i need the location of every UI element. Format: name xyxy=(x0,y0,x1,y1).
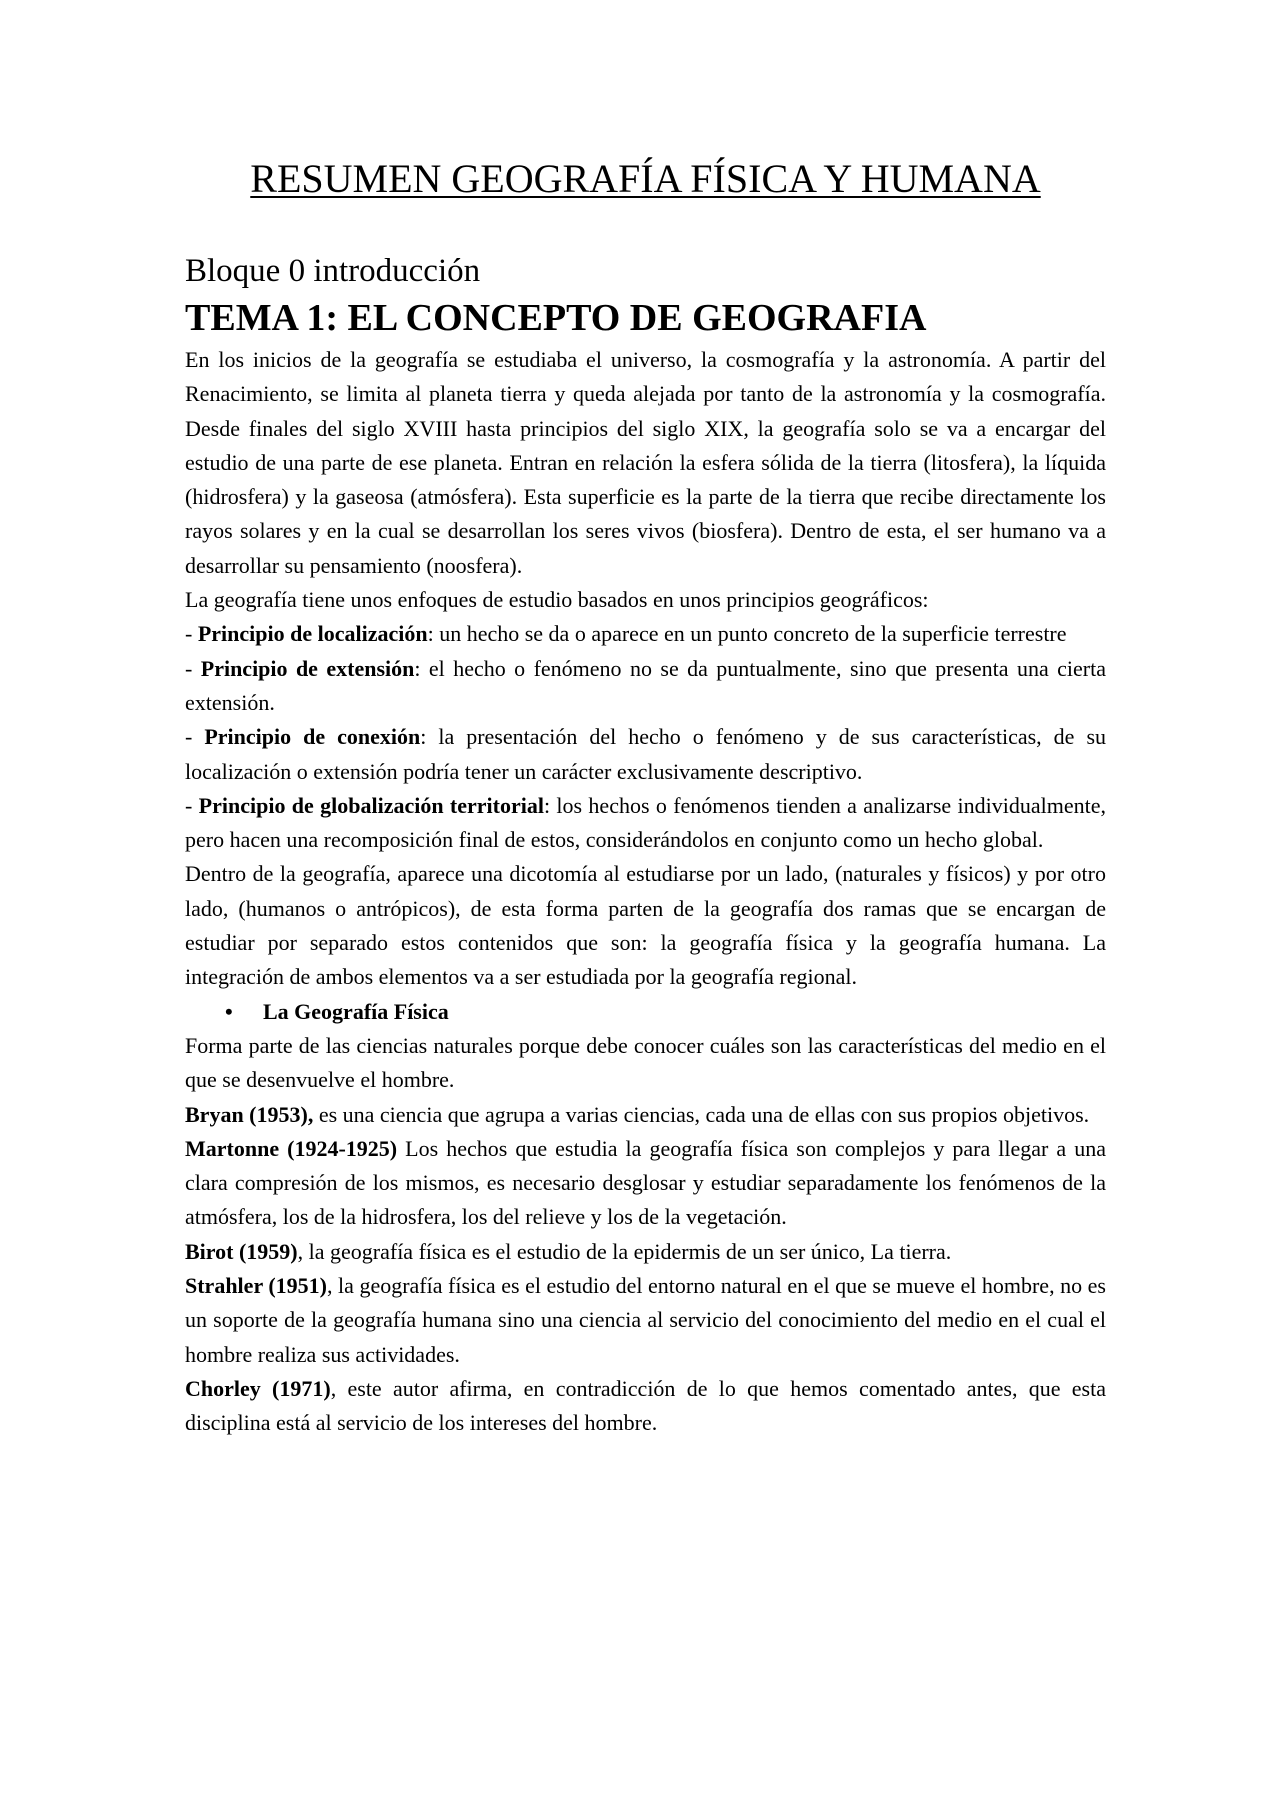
author-name: Birot (1959) xyxy=(185,1238,298,1264)
principle-item: - Principio de conexión: la presentación del hecho o fenómeno y de sus características, de su localización o extensión podría tener un carácter exclusivamente descriptivo. xyxy=(185,724,1107,784)
document-page xyxy=(185,155,1106,1441)
author-name: Martonne (1924-1925) xyxy=(185,1135,398,1161)
author-name: Chorley (1971) xyxy=(185,1375,331,1401)
principle-item: - Principio de extensión: el hecho o fenómeno no se da puntualmente, sino que presenta una cierta extensión. xyxy=(185,655,1106,715)
block-heading: Bloque 0 introducción xyxy=(185,253,481,289)
principle-term: Principio de extensión xyxy=(200,655,415,681)
theme-heading: TEMA 1: EL CONCEPTO DE GEOGRAFIA xyxy=(185,297,927,339)
intro-paragraph: En los inicios de la geografía se estudiaba el universo, la cosmografía y la astronomía. A partir del Renacimiento, se limita al planeta tierra y queda alejada por tanto de la astronomía y la cosmografía. Desde finales del siglo XVIII hasta principios del siglo XIX, la geografía solo se va a encargar del estudio de una parte de ese planeta. Entran en relación la esfera sólida de la tierra (litosfera), la líquida (hidrosfera) y la gaseosa (atmósfera). Esta superficie es la parte de la tierra que recibe directamente los rayos solares y en la cual se desarrollan los seres vivos (biosfera). Dentro de esta, el ser humano va a desarrollar su pensamiento (noosfera). xyxy=(185,347,1106,578)
author-entry: Martonne (1924-1925) Los hechos que estudia la geografía física son complejos y para llegar a una clara compresión de los mismos, es necesario desglosar y estudiar separadamente los fenómenos de la atmósfera, los de la hidrosfera, los del relieve y los de la vegetación. xyxy=(185,1135,1106,1230)
bullet-icon: • xyxy=(225,998,233,1024)
author-name: Strahler (1951) xyxy=(185,1273,327,1299)
dichotomy-paragraph: Dentro de la geografía, aparece una dicotomía al estudiarse por un lado, (naturales y físicos) y por otro lado, (humanos o antrópicos), de esta forma parten de la geografía dos ramas que se encargan de estudiar por separado estos contenidos que son: la geografía física y la geografía humana. La integración de ambos elementos va a ser estudiada por la geografía regional. xyxy=(185,861,1106,990)
principles-intro: La geografía tiene unos enfoques de estudio basados en unos principios geográficos: xyxy=(185,587,929,613)
principle-item: - Principio de localización: un hecho se da o aparece en un punto concreto de la superficie terrestre xyxy=(185,621,1067,647)
author-name: Bryan (1953), xyxy=(185,1101,314,1127)
principle-term: Principio de globalización territorial xyxy=(198,792,544,818)
bullet-heading: La Geografía Física xyxy=(263,998,449,1024)
author-entry: Strahler (1951), la geografía física es el estudio del entorno natural en el que se mueve el hombre, no es un soporte de la geografía humana sino una ciencia al servicio del conocimiento del medio en el cual el hombre realiza sus actividades. xyxy=(185,1273,1106,1367)
principle-term: Principio de localización xyxy=(197,621,428,647)
principle-item: - Principio de globalización territorial: los hechos o fenómenos tienden a analizarse individualmente, pero hacen una recomposición final de estos, considerándolos en conjunto como un hecho global. xyxy=(185,792,1107,853)
author-entry: Bryan (1953), es una ciencia que agrupa a varias ciencias, cada una de ellas con sus propios objetivos. xyxy=(185,1101,1090,1127)
principle-term: Principio de conexión xyxy=(204,724,421,750)
bullet-heading-item xyxy=(185,995,1106,1029)
physical-paragraph: Forma parte de las ciencias naturales porque debe conocer cuáles son las características del medio en el que se desenvuelve el hombre. xyxy=(185,1032,1106,1093)
document-title: RESUMEN GEOGRAFÍA FÍSICA Y HUMANA xyxy=(250,156,1041,201)
author-entry: Birot (1959), la geografía física es el estudio de la epidermis de un ser único, La tierra. xyxy=(185,1238,952,1264)
author-entry: Chorley (1971), este autor afirma, en contradicción de lo que hemos comentado antes, que esta disciplina está al servicio de los intereses del hombre. xyxy=(185,1375,1106,1436)
